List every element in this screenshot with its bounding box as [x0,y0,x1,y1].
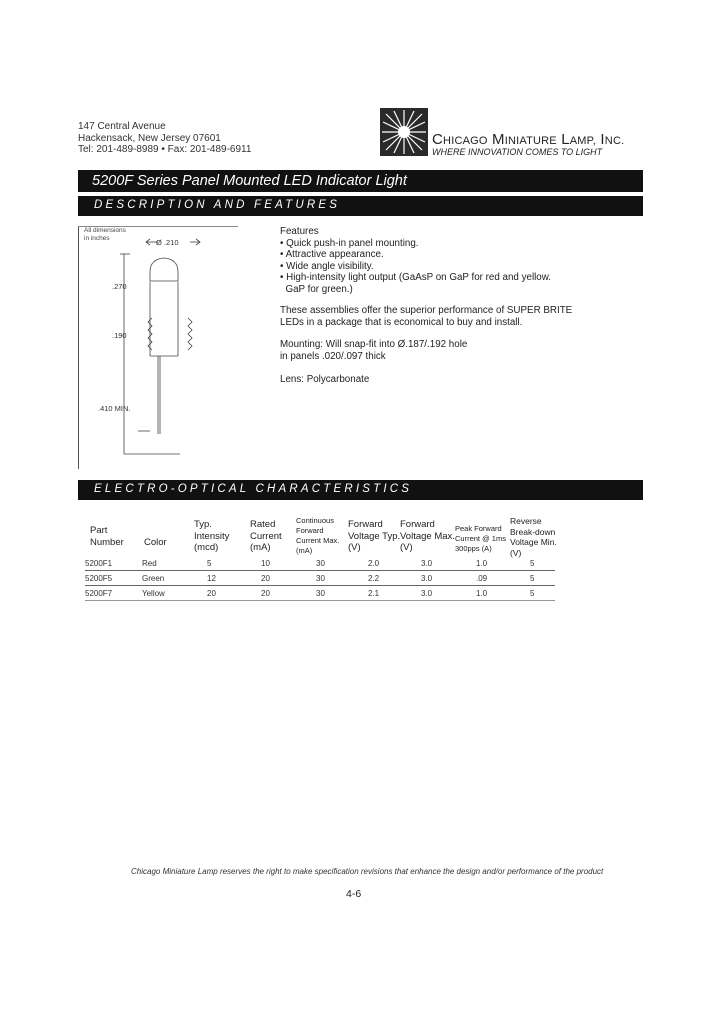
led-dimension-drawing [78,226,238,471]
col-header-intensity: Typ. Intensity (mcd) [194,519,230,553]
lens-paragraph: Lens: Polycarbonate [280,374,370,385]
section-bar-description [78,196,643,216]
cell-fwd-max: 3.0 [421,574,433,583]
table-row [85,587,560,600]
col-header-part: Part Number [90,525,124,548]
company-tagline: WHERE INNOVATION COMES TO LIGHT [432,147,603,157]
cell-fwd-typ: 2.0 [368,559,380,568]
row-divider [85,600,555,601]
cell-part: 5200F1 [85,559,113,568]
section-heading: ELECTRO-OPTICAL CHARACTERISTICS [94,483,413,495]
cell-current: 20 [261,574,270,583]
table-row [85,572,560,585]
cell-current: 20 [261,589,270,598]
cell-fwd-max: 3.0 [421,559,433,568]
disclaimer-note: Chicago Miniature Lamp reserves the right to make specification revisions that enhance the design and/or performance of the product [131,867,604,876]
feature-item: • Quick push-in panel mounting. [280,237,419,249]
section-bar-characteristics [78,480,643,500]
address-line: 147 Central Avenue [78,121,166,132]
cell-current: 10 [261,559,270,568]
cell-peak: 1.0 [476,559,488,568]
col-header-forward-max: Forward Voltage Max. (V) [400,519,455,553]
cell-color: Green [142,574,165,583]
cell-intensity: 20 [207,589,216,598]
performance-paragraph: These assemblies offer the superior performance of SUPER BRITE LEDs in a package that is economical to buy and install. [280,305,573,328]
dim-270: .270 [112,282,127,291]
cell-intensity: 12 [207,574,216,583]
cell-reverse: 5 [530,559,535,568]
col-header-color: Color [144,537,167,548]
row-divider [85,585,555,586]
table-row [85,557,560,570]
feature-item: • Attractive appearance. [280,249,384,260]
feature-item: GaP for green.) [280,283,353,295]
cell-peak: .09 [476,574,488,583]
page-title: 5200F Series Panel Mounted LED Indicator Light [92,173,407,189]
feature-item: • Wide angle visibility. [280,260,374,272]
dim-diameter: Ø .210 [156,238,179,247]
cell-reverse: 5 [530,574,535,583]
drawing-note: All dimensions in inches [84,227,126,242]
col-header-continuous-current: Continuous Forward Current Max. (mA) [296,516,340,555]
title-bar [78,170,643,192]
led-outline-icon [78,226,238,471]
cell-intensity: 5 [207,559,212,568]
cell-color: Red [142,559,157,568]
cell-cont: 30 [316,574,325,583]
address-line: Hackensack, New Jersey 07601 [78,132,221,144]
col-header-reverse-voltage: Reverse Break-down Voltage Min. (V) [510,516,557,558]
features-list [280,226,551,295]
company-address [78,121,251,156]
dim-190: .190 [112,331,127,340]
cell-peak: 1.0 [476,589,488,598]
section-heading: DESCRIPTION AND FEATURES [94,199,341,211]
cell-reverse: 5 [530,589,535,598]
dim-410-min: .410 MIN. [98,404,131,413]
col-header-current: Rated Current (mA) [250,519,282,553]
cell-fwd-typ: 2.2 [368,574,380,583]
cell-color: Yellow [142,589,165,598]
col-header-peak-current: Peak Forward Current @ 1ms 300pps (A) [455,524,506,553]
page-number: 4-6 [346,888,362,900]
mounting-paragraph: Mounting: Will snap-fit into Ø.187/.192 hole in panels .020/.097 thick [280,339,468,362]
company-name: CHICAGO MINIATURE LAMP, INC. [432,131,625,148]
cell-part: 5200F5 [85,574,113,583]
cell-cont: 30 [316,589,325,598]
company-logo-icon [380,108,428,156]
cell-part: 5200F7 [85,589,113,598]
row-divider [85,570,555,571]
cell-cont: 30 [316,559,325,568]
contact-line: Tel: 201-489-8989 • Fax: 201-489-6911 [78,144,252,155]
features-heading: Features [280,226,319,237]
feature-item: • High-intensity light output (GaAsP on GaP for red and yellow. [280,272,551,283]
cell-fwd-typ: 2.1 [368,589,380,598]
col-header-forward-typ: Forward Voltage Typ. (V) [348,519,401,553]
cell-fwd-max: 3.0 [421,589,433,598]
